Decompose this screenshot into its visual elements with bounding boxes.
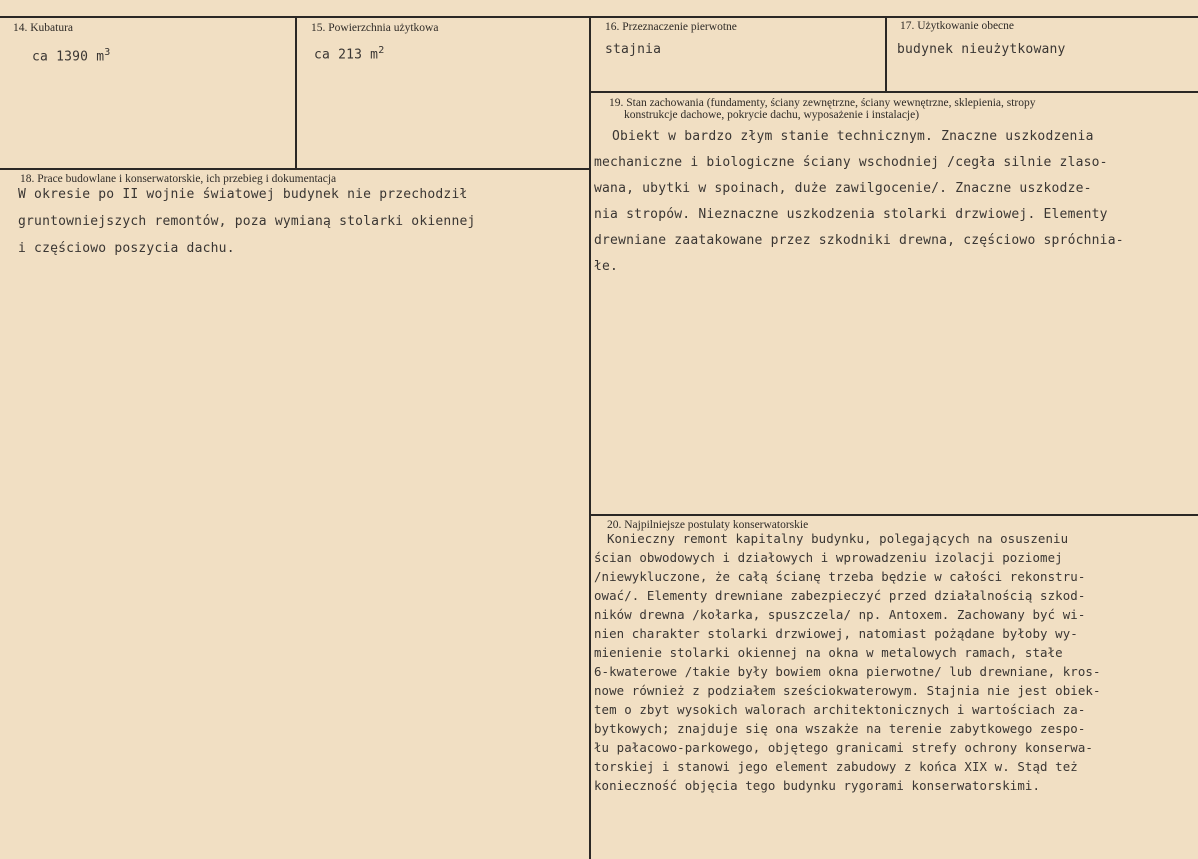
kubatura-label: 14. Kubatura	[13, 22, 74, 34]
postulaty-line-9: nowe również z podziałem sześciokwaterowym. Stajnia nie jest obiek-	[594, 683, 1101, 698]
stan-line-2: mechaniczne i biologiczne ściany wschodniej /cegła silnie zlaso-	[594, 155, 1108, 170]
row-divider-left	[0, 168, 590, 170]
stan-label-line-2: konstrukcje dachowe, pokrycie dachu, wyposażenie i instalacje)	[624, 109, 920, 121]
stan-label-line-1: 19. Stan zachowania (fundamenty, ściany zewnętrzne, ściany wewnętrzne, sklepienia, stropy	[609, 97, 1036, 109]
postulaty-line-4: ować/. Elementy drewniane zabezpieczyć przed działalnością szkod-	[594, 588, 1086, 603]
stan-line-4: nia stropów. Nieznaczne uszkodzenia stolarki drzwiowej. Elementy	[594, 207, 1108, 222]
postulaty-line-8: 6-kwaterowe /takie były bowiem okna pierwotne/ lub drewniane, kros-	[594, 664, 1101, 679]
prace-label: 18. Prace budowlane i konserwatorskie, ich przebieg i dokumentacja	[20, 173, 337, 185]
prace-line-3: i częściowo poszycia dachu.	[18, 241, 235, 256]
postulaty-line-10: tem o zbyt wysokich walorach architektonicznych i wartościach za-	[594, 702, 1086, 717]
uzytkowanie-label: 17. Użytkowanie obecne	[900, 20, 1015, 32]
stan-line-5: drewniane zaatakowane przez szkodniki drewna, częściowo spróchnia-	[594, 233, 1124, 248]
powierzchnia-unit-exponent: 2	[378, 45, 385, 56]
row-divider-right-top	[590, 91, 1198, 93]
powierzchnia-value	[314, 45, 384, 62]
kubatura-unit-exponent: 3	[104, 47, 111, 58]
powierzchnia-value-text: ca 213 m	[314, 47, 379, 63]
postulaty-line-1: Konieczny remont kapitalny budynku, polegających na osuszeniu	[607, 531, 1069, 546]
kubatura-value-text: ca 1390 m	[32, 49, 105, 65]
divider-16-17	[885, 17, 887, 91]
postulaty-line-13: torskiej i stanowi jego element zabudowy z końca XIX w. Stąd też	[594, 759, 1078, 774]
przeznaczenie-value: stajnia	[605, 42, 662, 57]
prace-line-1: W okresie po II wojnie światowej budynek nie przechodził	[18, 187, 468, 202]
divider-14-15	[295, 17, 297, 169]
kubatura-value	[32, 47, 110, 64]
postulaty-line-14: konieczność objęcia tego budynku rygorami konserwatorskimi.	[594, 778, 1041, 793]
powierzchnia-label: 15. Powierzchnia użytkowa	[311, 22, 439, 34]
postulaty-line-2: ścian obwodowych i działowych i wprowadzeniu izolacji poziomej	[594, 550, 1063, 565]
postulaty-line-6: nien charakter stolarki drzwiowej, natomiast pożądane byłoby wy-	[594, 626, 1078, 641]
przeznaczenie-label: 16. Przeznaczenie pierwotne	[605, 21, 737, 33]
row-divider-right-bottom	[590, 514, 1198, 516]
stan-line-1: Obiekt w bardzo złym stanie technicznym. Znaczne uszkodzenia	[612, 129, 1094, 144]
postulaty-line-5: ników drewna /kołarka, spuszczela/ np. Antoxem. Zachowany być wi-	[594, 607, 1086, 622]
uzytkowanie-value: budynek nieużytkowany	[897, 42, 1066, 57]
postulaty-line-3: /niewykluczone, że całą ścianę trzeba będzie w całości rekonstru-	[594, 569, 1086, 584]
stan-line-6: łe.	[594, 259, 619, 274]
postulaty-label: 20. Najpilniejsze postulaty konserwatorskie	[607, 519, 809, 531]
top-border-line	[0, 16, 1198, 18]
postulaty-line-11: bytkowych; znajduje się ona wszakże na terenie zabytkowego zespo-	[594, 721, 1086, 736]
stan-line-3: wana, ubytki w spoinach, duże zawilgocenie/. Znaczne uszkodze-	[594, 181, 1092, 196]
center-divider	[589, 17, 591, 859]
prace-line-2: gruntowniejszych remontów, poza wymianą stolarki okiennej	[18, 214, 476, 229]
postulaty-line-7: mienienie stolarki okiennej na okna w metalowych ramach, stałe	[594, 645, 1063, 660]
postulaty-line-12: łu pałacowo-parkowego, objętego granicami strefy ochrony konserwa-	[594, 740, 1093, 755]
